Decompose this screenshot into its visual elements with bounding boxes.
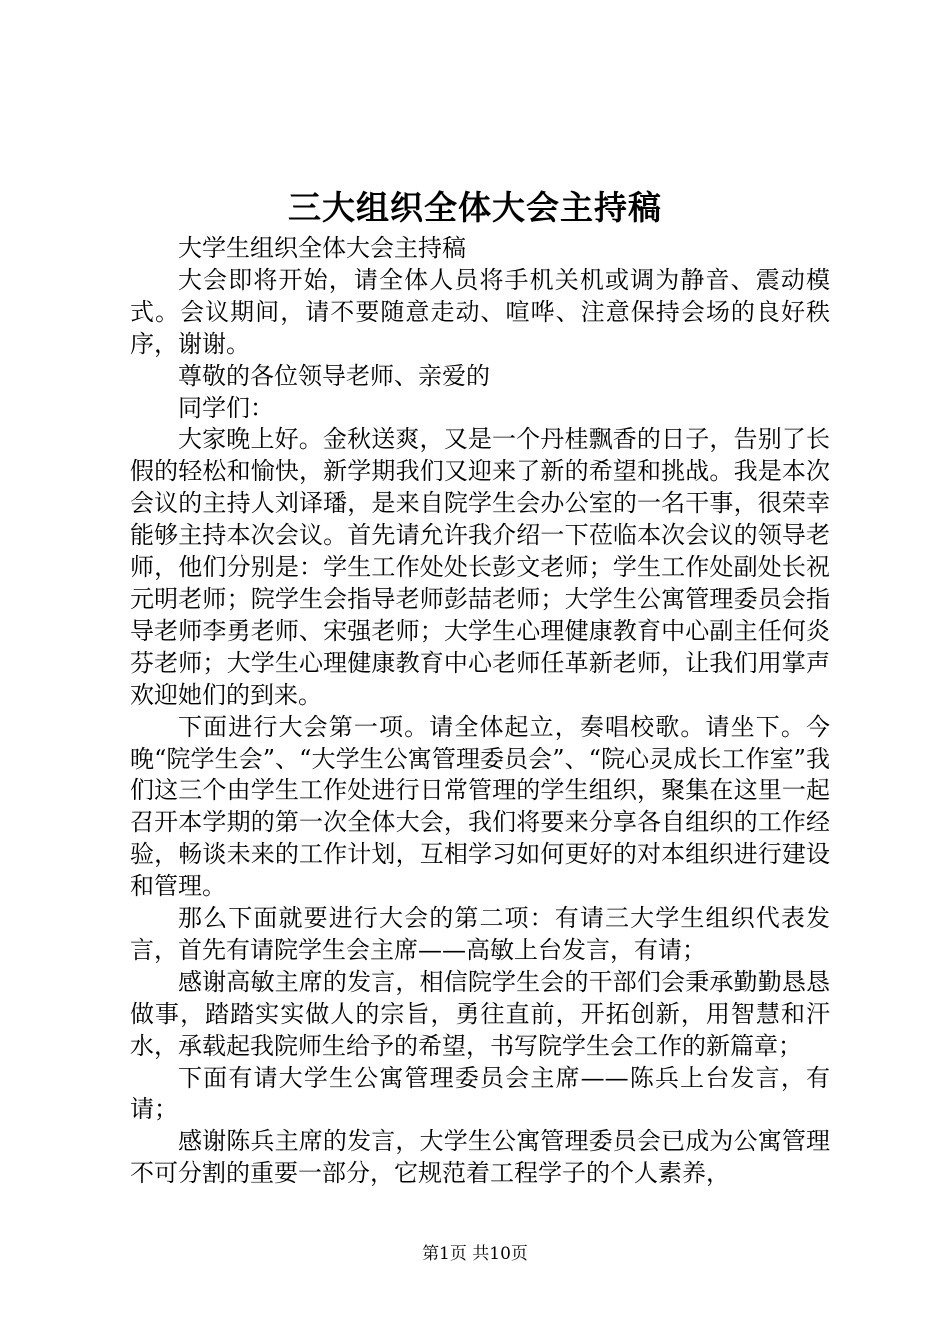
paragraph: 尊敬的各位领导老师、亲爱的: [178, 361, 490, 390]
paragraph: 同学们：: [178, 393, 274, 422]
paragraph: 感谢高敏主席的发言，相信院学生会的干部们会秉承勤勤恳恳做事，踏踏实实做人的宗旨，勇往直前，开拓创新，用智慧和汗水，承载起我院师生给予的希望，书写院学生会工作的新篇章；: [130, 967, 830, 1060]
paragraph: 大家晚上好。金秋送爽，又是一个丹桂飘香的日子，告别了长假的轻松和愉快，新学期我们又迎来了新的希望和挑战。我是本次会议的主持人刘译璠，是来自院学生会办公室的一名干事，很荣幸能够主持本次会议。首先请允许我介绍一下莅临本次会议的领导老师，他们分别是：学生工作处处长彭文老师；学生工作处副处长祝元明老师；院学生会指导老师彭喆老师；大学生公寓管理委员会指导老师李勇老师、宋强老师；大学生心理健康教育中心副主任何炎芬老师；大学生心理健康教育中心老师任革新老师，让我们用掌声欢迎她们的到来。: [130, 425, 830, 709]
document-title: 三大组织全体大会主持稿: [288, 188, 662, 227]
paragraph: 感谢陈兵主席的发言，大学生公寓管理委员会已成为公寓管理不可分割的重要一部分，它规范着工程学子的个人素养，: [130, 1127, 830, 1188]
paragraph: 大学生组织全体大会主持稿: [178, 234, 466, 262]
paragraph: 下面有请大学生公寓管理委员会主席——陈兵上台发言，有请；: [130, 1063, 830, 1124]
paragraph: 那么下面就要进行大会的第二项：有请三大学生组织代表发言，首先有请院学生会主席——高敏上台发言，有请；: [130, 904, 830, 964]
paragraph: 下面进行大会第一项。请全体起立，奏唱校歌。请坐下。今晚“院学生会”、“大学生公寓管理委员会”、“院心灵成长工作室”我们这三个由学生工作处进行日常管理的学生组织，聚集在这里一起召开本学期的第一次全体大会，我们将要来分享各自组织的工作经验，畅谈未来的工作计划，互相学习如何更好的对本组织进行建设和管理。: [130, 712, 830, 901]
paragraph: 大会即将开始，请全体人员将手机关机或调为静音、震动模式。会议期间，请不要随意走动、喧哗、注意保持会场的良好秩序，谢谢。: [130, 265, 830, 358]
page-number-footer: 第1页 共10页: [422, 1244, 528, 1264]
document-body: [130, 233, 830, 1190]
